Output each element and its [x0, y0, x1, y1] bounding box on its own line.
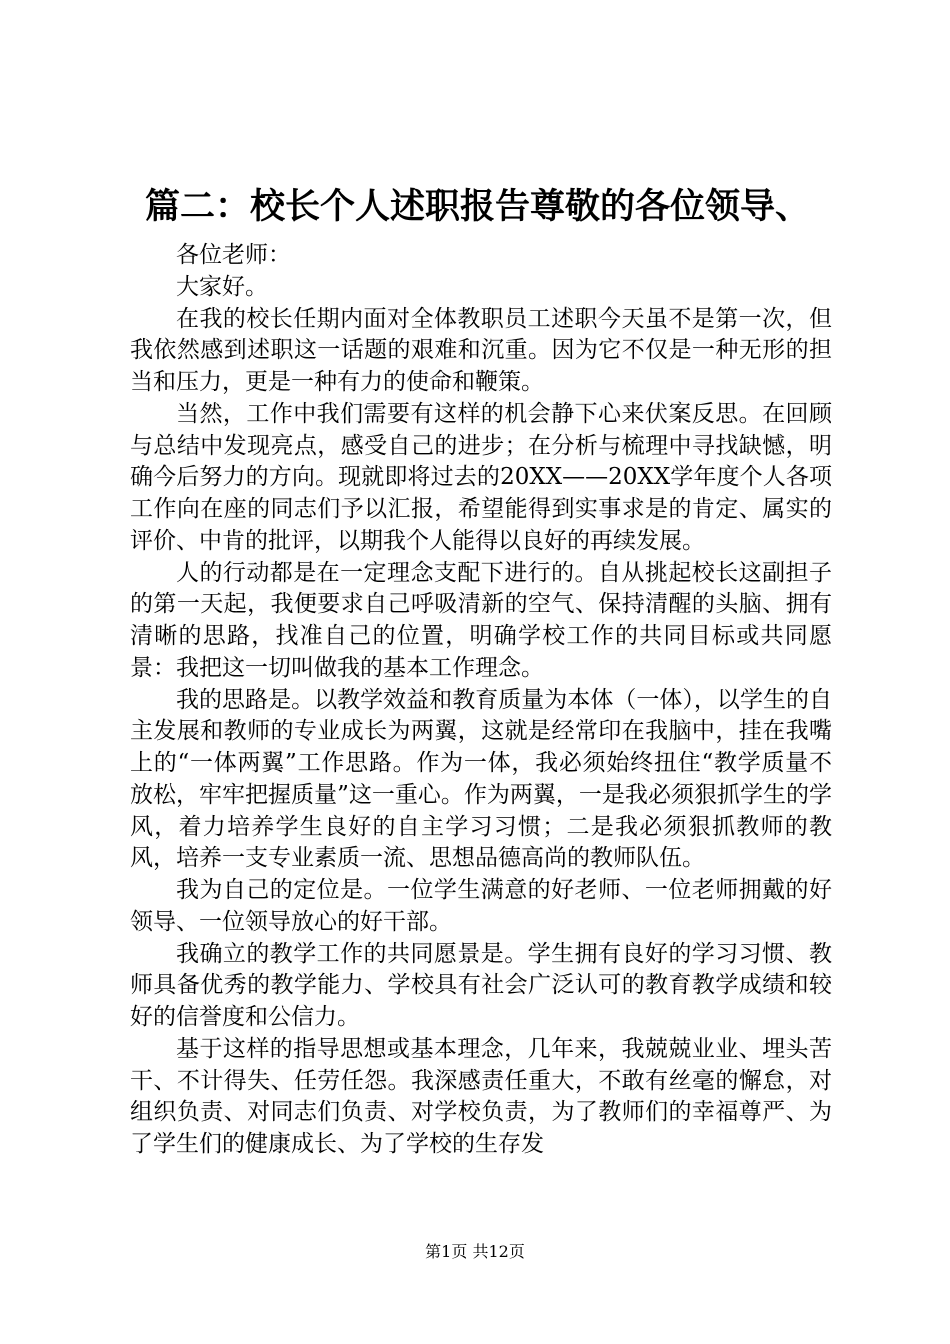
paragraph: 我的思路是。以教学效益和教育质量为本体（一体），以学生的自主发展和教师的专业成长为两翼，这就是经常印在我脑中，挂在我嘴上的“一体两翼”工作思路。作为一体，我必须始终扭住“教学质量不放松，牢牢把握质量”这一重心。作为两翼，一是我必须狠抓学生的学风，着力培养学生良好的自主学习习惯；二是我必须狠抓教师的教风，培养一支专业素质一流、思想品德高尚的教师队伍。 — [130, 686, 832, 872]
paragraph: 我确立的教学工作的共同愿景是。学生拥有良好的学习习惯、教师具备优秀的教学能力、学校具有社会广泛认可的教育教学成绩和较好的信誉度和公信力。 — [130, 940, 832, 1030]
page-footer — [0, 1241, 950, 1263]
paragraph: 当然，工作中我们需要有这样的机会静下心来伏案反思。在回顾与总结中发现亮点，感受自己的进步；在分析与梳理中寻找缺憾，明确今后努力的方向。现就即将过去的20XX——20XX学年度个人各项工作向在座的同志们予以汇报，希望能得到实事求是的肯定、属实的评价、中肯的批评，以期我个人能得以良好的再续发展。 — [130, 400, 832, 554]
paragraph: 我为自己的定位是。一位学生满意的好老师、一位老师拥戴的好领导、一位领导放心的好干部。 — [130, 877, 832, 935]
paragraph: 在我的校长任期内面对全体教职员工述职今天虽不是第一次，但我依然感到述职这一话题的艰难和沉重。因为它不仅是一种无形的担当和压力，更是一种有力的使命和鞭策。 — [130, 305, 832, 395]
paragraph: 人的行动都是在一定理念支配下进行的。自从挑起校长这副担子的第一天起，我便要求自己呼吸清新的空气、保持清醒的头脑、拥有清晰的思路，找准自己的位置，明确学校工作的共同目标或共同愿景：我把这一切叫做我的基本工作理念。 — [130, 559, 832, 681]
document-body — [130, 240, 832, 1161]
page-total: 共12页 — [472, 1242, 525, 1261]
page-number: 第1页 — [425, 1242, 468, 1261]
paragraph-greeting: 大家好。 — [176, 273, 268, 300]
paragraph: 基于这样的指导思想或基本理念，几年来，我兢兢业业、埋头苦干、不计得失、任劳任怨。我深感责任重大，不敢有丝毫的懈怠，对组织负责、对同志们负责、对学校负责，为了教师们的幸福尊严、为了学生们的健康成长、为了学校的生存发 — [130, 1035, 832, 1157]
document-title: 篇二：校长个人述职报告尊敬的各位领导、 — [145, 186, 811, 227]
paragraph-salutation: 各位老师： — [176, 242, 291, 268]
